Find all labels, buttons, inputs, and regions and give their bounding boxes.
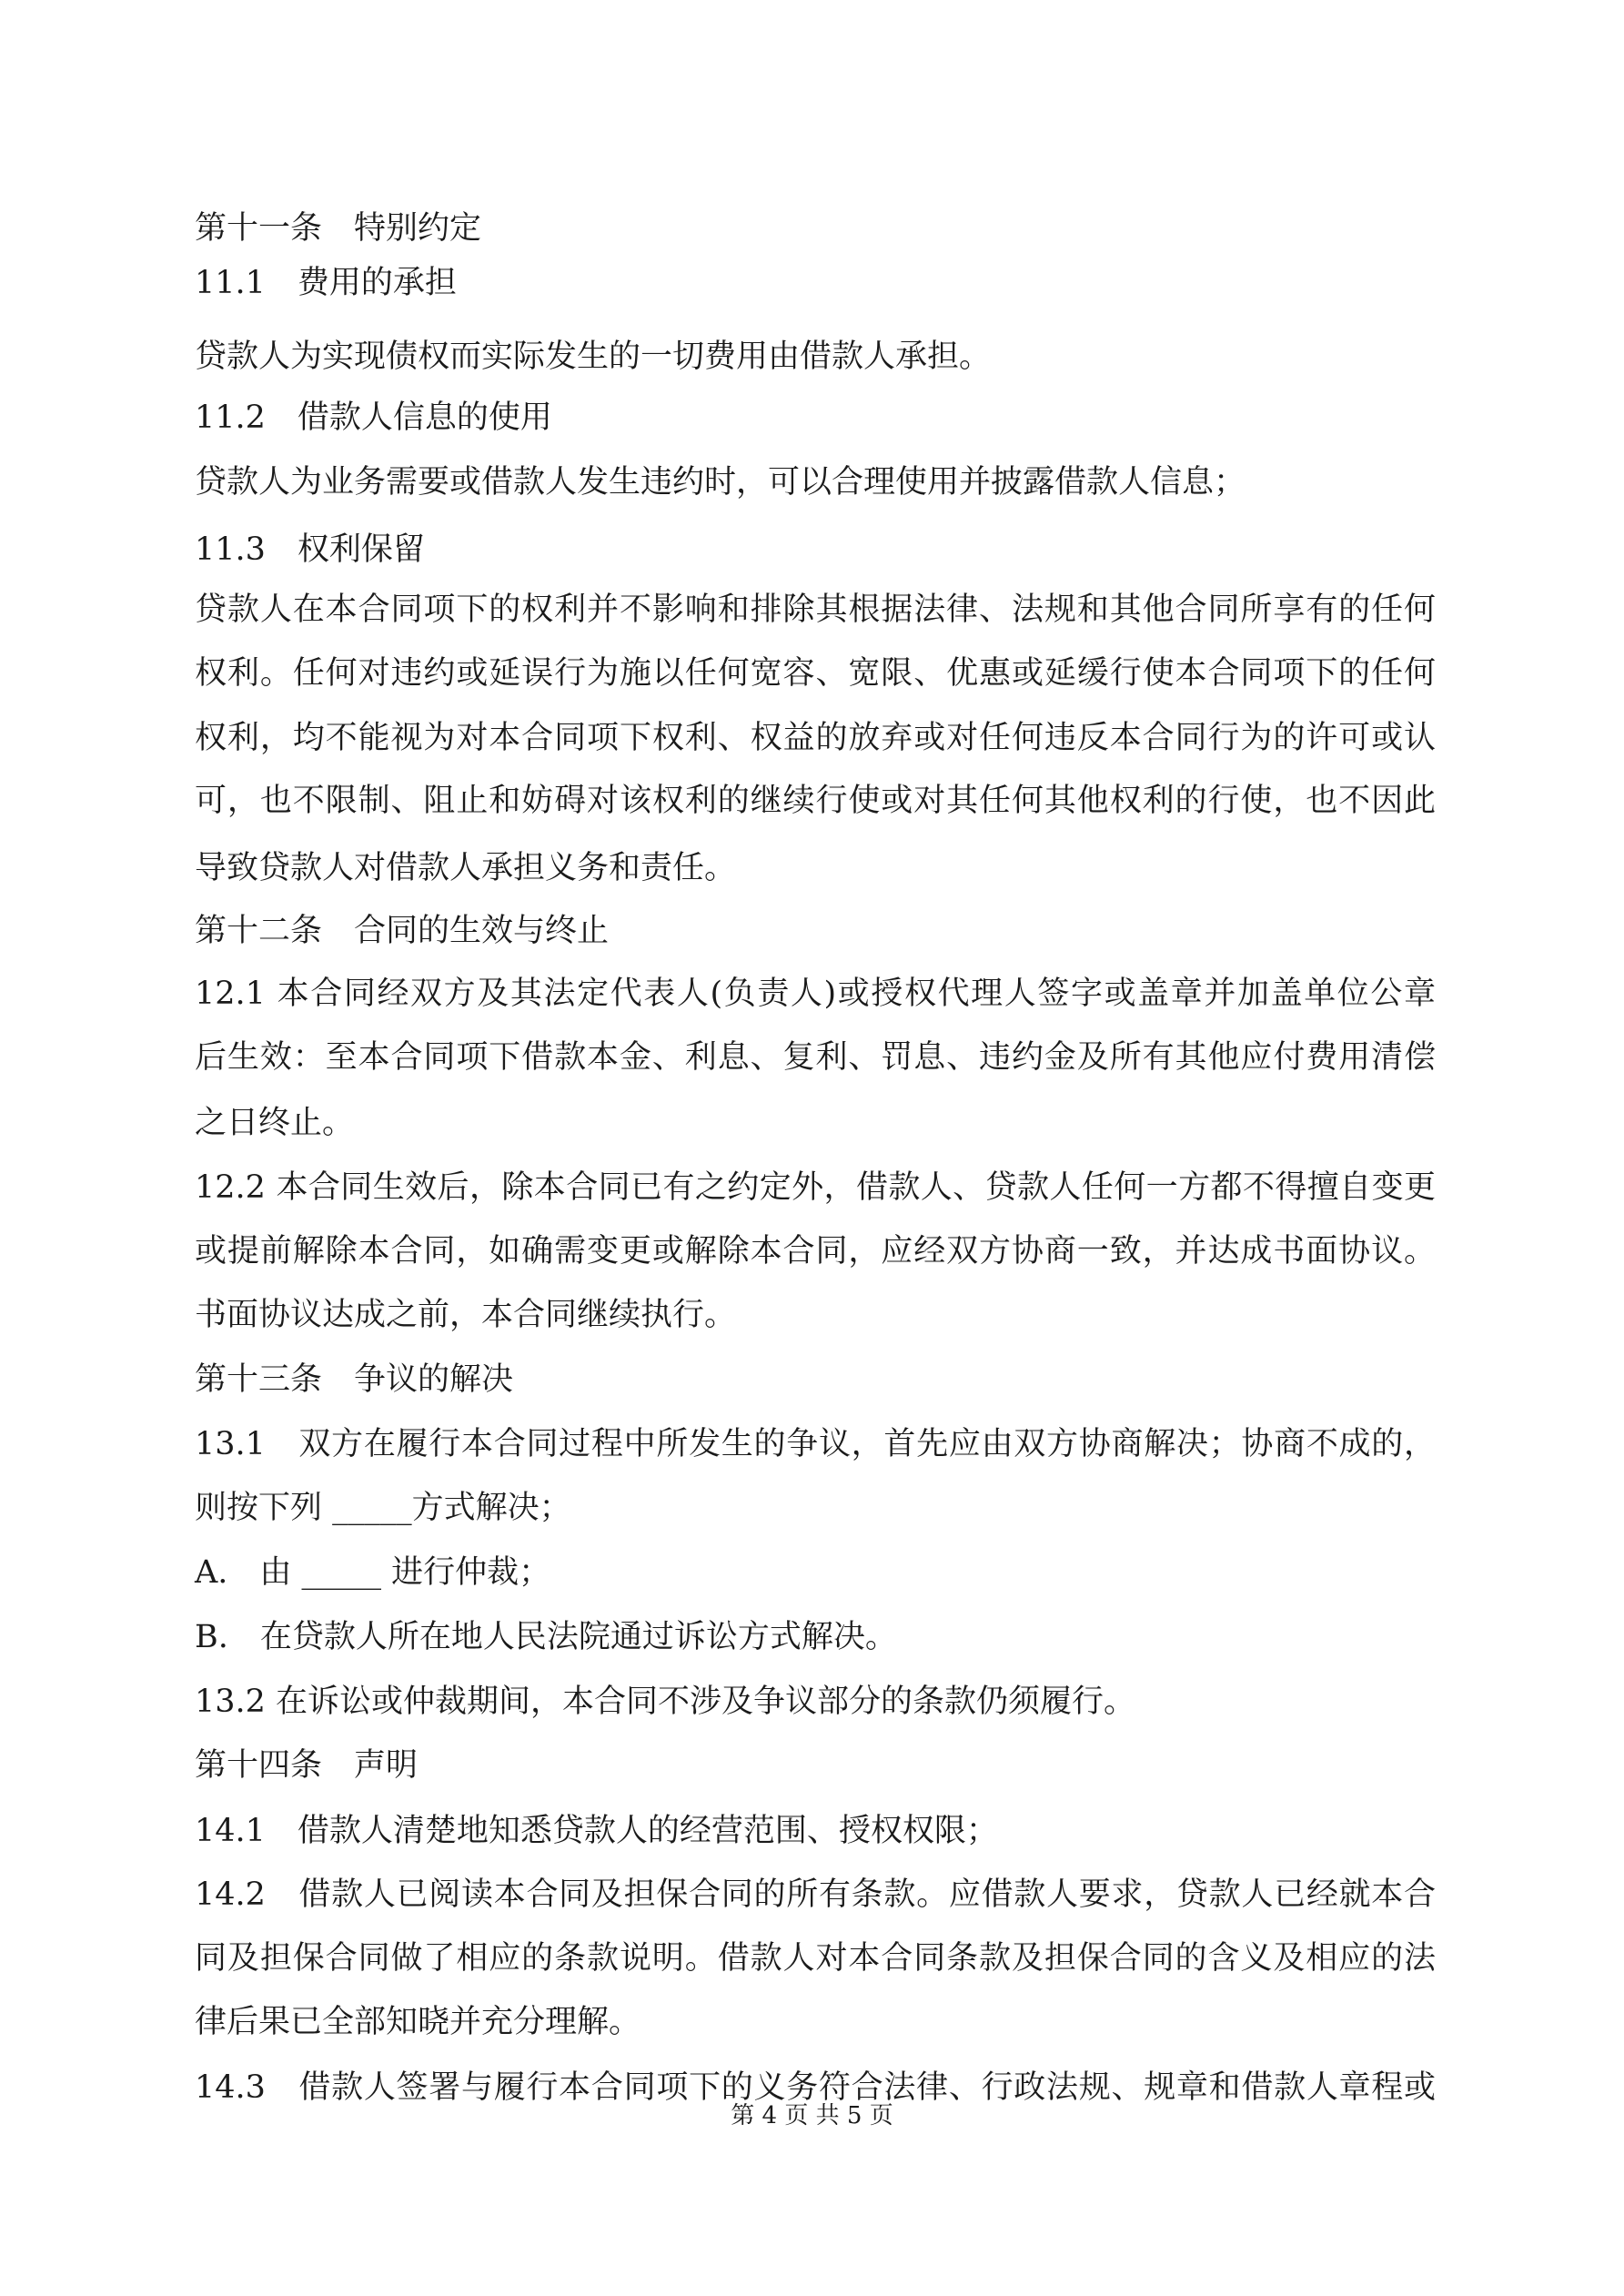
text-line: 贷款人为业务需要或借款人发生违约时，可以合理使用并披露借款人信息； (195, 464, 1246, 501)
text-line: 14.2 借款人已阅读本合同及担保合同的所有条款。应借款人要求，贷款人已经就本合 (195, 1876, 1436, 1913)
text-line: 13.1 双方在履行本合同过程中所发生的争议，首先应由双方协商解决；协商不成的， (195, 1426, 1436, 1462)
text-line: 同及担保合同做了相应的条款说明。借款人对本合同条款及担保合同的含义及相应的法 (195, 1940, 1436, 1977)
text-line: A. 由 _____ 进行仲裁； (195, 1554, 551, 1591)
text-line: 贷款人为实现债权而实际发生的一切费用由借款人承担。 (195, 339, 992, 375)
text-line: 第十二条 合同的生效与终止 (195, 913, 610, 949)
text-line: 11.1 费用的承担 (195, 265, 457, 301)
text-line: 第十三条 争议的解决 (195, 1361, 514, 1398)
text-line: 可，也不限制、阻止和妨碍对该权利的继续行使或对其任何其他权利的行使，也不因此 (195, 783, 1436, 819)
text-line: 12.2 本合同生效后，除本合同已有之约定外，借款人、贷款人任何一方都不得擅自变更 (195, 1169, 1436, 1206)
text-line: 权利。任何对违约或延误行为施以任何宽容、宽限、优惠或延缓行使本合同项下的任何 (195, 655, 1436, 692)
page-number: 第 4 页 共 5 页 (731, 2102, 893, 2129)
text-line: 第十一条 特别约定 (195, 210, 482, 247)
text-line: 贷款人在本合同项下的权利并不影响和排除其根据法律、法规和其他合同所享有的任何 (195, 592, 1436, 628)
text-line: 则按下列 _____方式解决； (195, 1490, 571, 1526)
text-line: 14.1 借款人清楚地知悉贷款人的经营范围、授权权限； (195, 1813, 998, 1849)
text-line: 或提前解除本合同，如确需变更或解除本合同，应经双方协商一致，并达成书面协议。 (195, 1233, 1436, 1269)
text-line: 12.1 本合同经双方及其法定代表人(负责人)或授权代理人签字或盖章并加盖单位公章 (195, 976, 1436, 1012)
text-line: 13.2 在诉讼或仲裁期间，本合同不涉及争议部分的条款仍须履行。 (195, 1684, 1136, 1720)
text-line: 之日终止。 (195, 1105, 355, 1141)
text-line: 律后果已全部知晓并充分理解。 (195, 2004, 641, 2040)
text-line: 11.2 借款人信息的使用 (195, 400, 552, 436)
text-line: B. 在贷款人所在地人民法院通过诉讼方式解决。 (195, 1619, 897, 1655)
text-line: 书面协议达成之前，本合同继续执行。 (195, 1297, 737, 1333)
text-line: 第十四条 声明 (195, 1747, 419, 1784)
text-line: 导致贷款人对借款人承担义务和责任。 (195, 850, 737, 886)
text-line: 14.3 借款人签署与履行本合同项下的义务符合法律、行政法规、规章和借款人章程或 (195, 2069, 1436, 2106)
text-line: 后生效：至本合同项下借款本金、利息、复利、罚息、违约金及所有其他应付费用清偿 (195, 1039, 1436, 1076)
text-line: 权利，均不能视为对本合同项下权利、权益的放弃或对任何违反本合同行为的许可或认 (195, 720, 1436, 756)
text-line: 11.3 权利保留 (195, 531, 425, 568)
